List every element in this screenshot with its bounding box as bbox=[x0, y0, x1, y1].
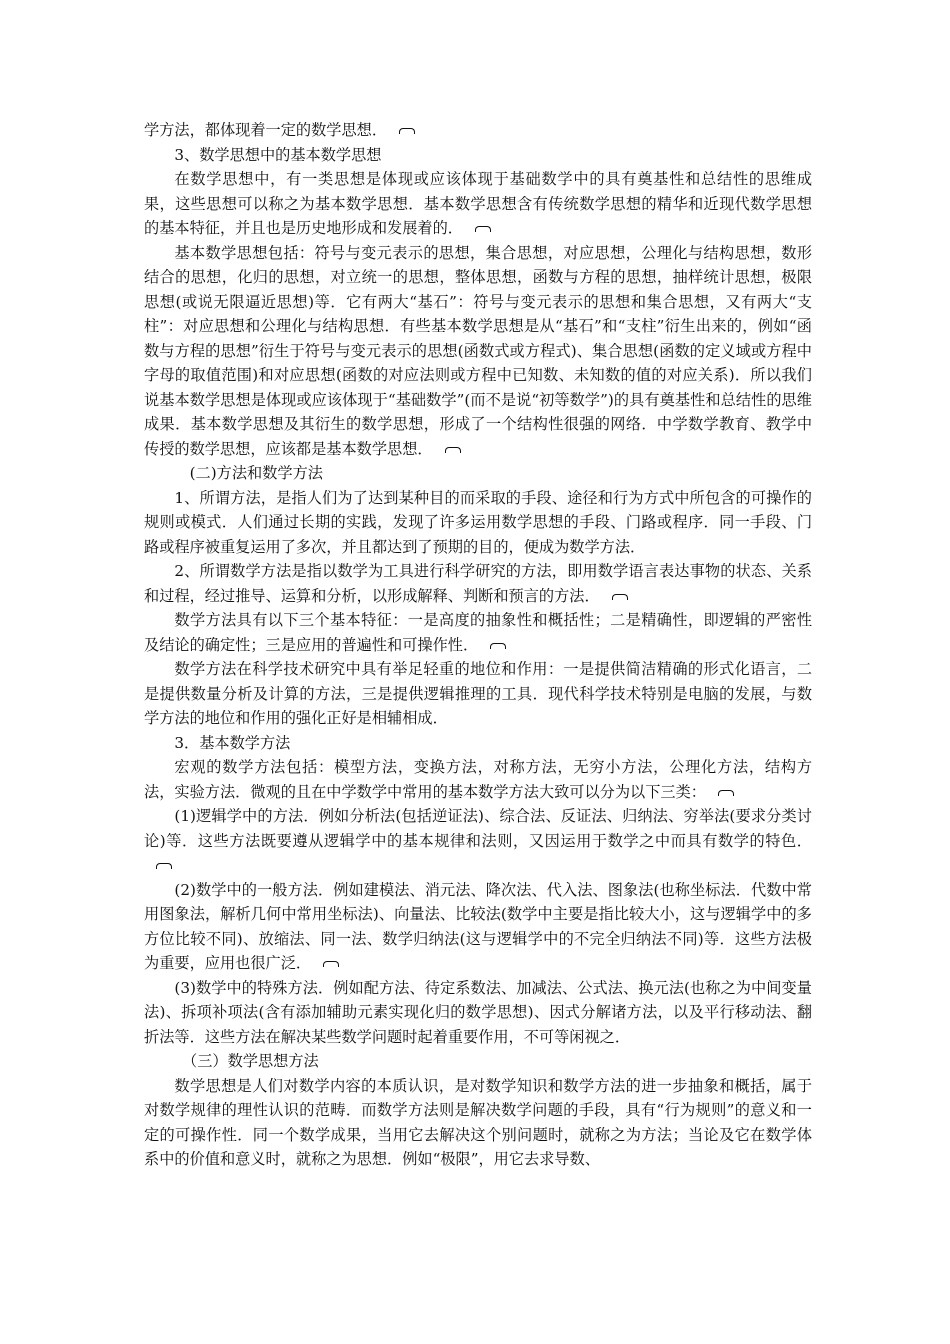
paragraph-3: 1、所谓方法，是指人们为了达到某种目的而采取的手段、途径和行为方式中所包含的可操作的规则或模式．人们通过长期的实践，发现了许多运用数学思想的手段、门路或程序．同一手段、门路或程序被重复运用了多次，并且都达到了预期的目的，便成为数学方法． bbox=[144, 488, 812, 556]
paragraph-11: 数学思想是人们对数学内容的本质认识，是对数学知识和数学方法的进一步抽象和概括，属于对数学规律的理性认识的范畴．而数学方法则是解决数学问题的手段，具有“行为规则”的意义和一定的可操作性．同一个数学成果，当用它去解决这个别问题时，就称之为方法；当论及它在数学体系中的价值和意义时，就称之为思想．例如“极限”，用它去求导数、 bbox=[144, 1076, 812, 1168]
section-heading-thought-methods: （三）数学思想方法 bbox=[182, 1052, 319, 1070]
section-heading-methods: (二)方法和数学方法 bbox=[189, 464, 323, 482]
paragraph-1: 在数学思想中，有一类思想是体现或应该体现于基础数学中的具有奠基性和总结性的思维成果，这些思想可以称之为基本数学思想．基本数学思想含有传统数学思想的精华和近现代数学思想的基本特征，并且也是历史地形成和发展着的． bbox=[144, 170, 812, 237]
paragraph-mark-icon bbox=[718, 790, 734, 796]
section-heading-basic-methods: 3．基本数学方法 bbox=[174, 733, 291, 752]
paragraph-6: 数学方法在科学技术研究中具有举足轻重的地位和作用：一是提供简洁精确的形式化语言，二是提供数量分析及计算的方法，三是提供逻辑推理的工具．现代科学技术特别是电脑的发展，与数学方法的地位和作用的强化正好是相辅相成． bbox=[144, 660, 812, 727]
paragraph-mark-icon bbox=[612, 594, 628, 600]
paragraph-9: (2)数学中的一般方法．例如建模法、消元法、降次法、代入法、图象法(也称坐标法．代数中常用图象法，解析几何中常用坐标法)、向量法、比较法(数学中主要是指比较大小，这与逻辑学中的多方位比较不同)、放缩法、同一法、数学归纳法(这与逻辑学中的不完全归纳法不同)等．这些方法极为重要，应用也很广泛． bbox=[144, 880, 812, 972]
document-page bbox=[144, 118, 812, 1172]
paragraph-8: (1)逻辑学中的方法．例如分析法(包括逆证法)、综合法、反证法、归纳法、穷举法(要求分类讨论)等．这些方法既要遵从逻辑学中的基本规律和法则，又因运用于数学之中而具有数学的特色． bbox=[144, 804, 812, 878]
paragraph-7: 宏观的数学方法包括：模型方法，变换方法，对称方法，无穷小方法，公理化方法，结构方法，实验方法．微观的且在中学数学中常用的基本数学方法大致可以分为以下三类： bbox=[144, 758, 812, 801]
paragraph-mark-icon bbox=[323, 961, 339, 967]
paragraph-10: (3)数学中的特殊方法．例如配方法、待定系数法、加减法、公式法、换元法(也称之为中间变量法)、拆项补项法(含有添加辅助元素实现化归的数学思想)、因式分解诸方法，以及平行移动法、翻折法等．这些方法在解决某些数学问题时起着重要作用，不可等闲视之． bbox=[144, 978, 812, 1046]
paragraph-0: 学方法，都体现着一定的数学思想． bbox=[144, 118, 812, 143]
paragraph-mark-icon bbox=[156, 863, 172, 869]
section-heading-basic-math-ideas: 3、数学思想中的基本数学思想 bbox=[174, 145, 382, 164]
paragraph-mark-icon bbox=[399, 128, 415, 134]
paragraph-mark-icon bbox=[445, 447, 461, 453]
paragraph-5: 数学方法具有以下三个基本特征：一是高度的抽象性和概括性；二是精确性，即逻辑的严密性及结论的确定性；三是应用的普遍性和可操作性． bbox=[144, 611, 812, 654]
paragraph-4: 2、所谓数学方法是指以数学为工具进行科学研究的方法，即用数学语言表达事物的状态、关系和过程，经过推导、运算和分析，以形成解释、判断和预言的方法． bbox=[144, 562, 812, 605]
paragraph-mark-icon bbox=[475, 226, 491, 232]
paragraph-mark-icon bbox=[490, 643, 506, 649]
paragraph-2: 基本数学思想包括：符号与变元表示的思想，集合思想，对应思想，公理化与结构思想，数形结合的思想，化归的思想，对立统一的思想，整体思想，函数与方程的思想，抽样统计思想，极限思想(或说无限逼近思想)等．它有两大“基石”：符号与变元表示的思想和集合思想，又有两大“支柱”：对应思想和公理化与结构思想．有些基本数学思想是从“基石”和“支柱”衍生出来的，例如“函数与方程的思想”衍生于符号与变元表示的思想(函数式或方程式)、集合思想(函数的定义域或方程中字母的取值范围)和对应思想(函数的对应法则或方程中已知数、未知数的值的对应关系)．所以我们说基本数学思想是体现或应该体现于“基础数学”(而不是说“初等数学”)的具有奠基性和总结性的思维成果．基本数学思想及其衍生的数学思想，形成了一个结构性很强的网络．中学数学教育、教学中传授的数学思想，应该都是基本数学思想． bbox=[144, 243, 812, 458]
